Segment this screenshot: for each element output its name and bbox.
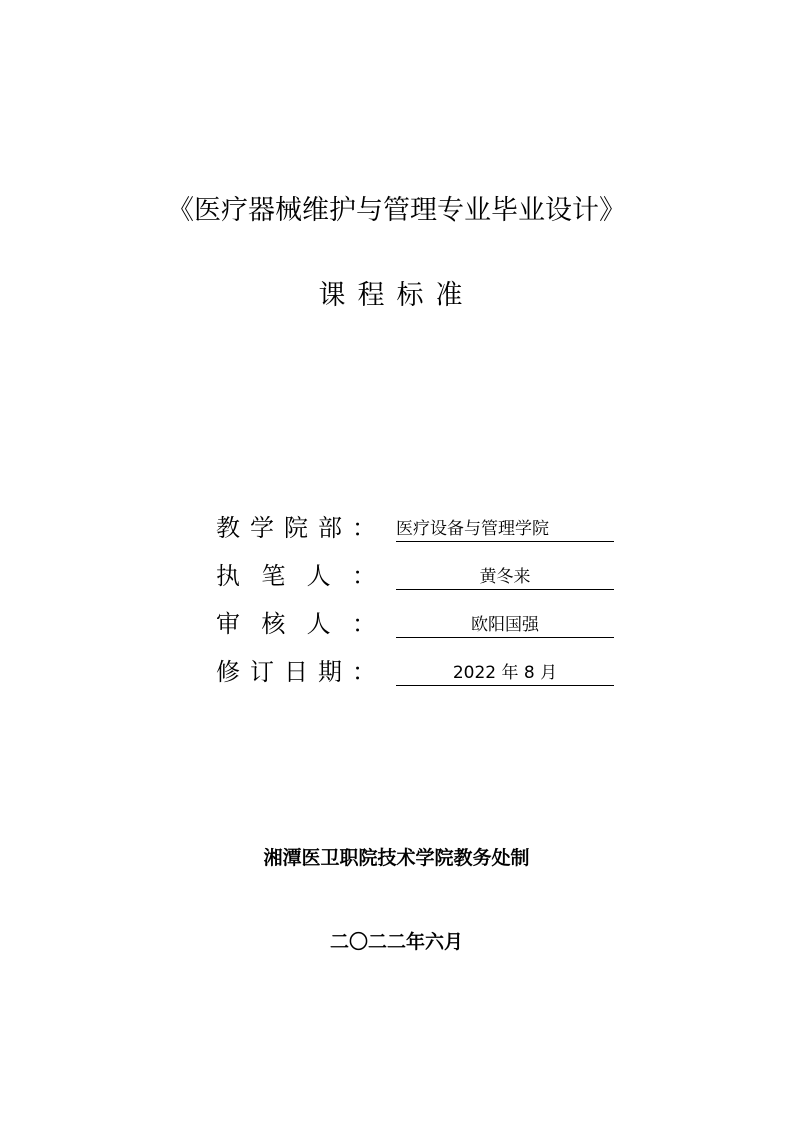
- label-char: 院: [284, 514, 308, 542]
- field-revision-date: [216, 652, 636, 700]
- label-char: 部: [318, 514, 342, 542]
- label-char: 修: [216, 658, 240, 686]
- field-value: 黄冬来: [396, 564, 614, 590]
- label-char: 订: [250, 658, 274, 686]
- label-char: 日: [284, 658, 308, 686]
- field-reviewer: [216, 604, 636, 652]
- label-char: ：: [352, 658, 376, 686]
- label-char: 审: [216, 610, 240, 638]
- label-char: ：: [351, 610, 376, 638]
- label-char: 学: [250, 514, 274, 542]
- label-char: 教: [216, 514, 240, 542]
- field-value: 欧阳国强: [396, 612, 614, 638]
- label-char: 执: [216, 562, 240, 590]
- label-char: ：: [351, 562, 376, 590]
- field-label: [216, 604, 376, 644]
- organization: 湘潭医卫职院技术学院教务处制: [263, 847, 530, 869]
- field-label: [216, 652, 376, 692]
- info-block: [216, 508, 636, 700]
- field-label: [216, 508, 376, 548]
- label-char: 人: [306, 610, 331, 638]
- label-char: 核: [261, 610, 286, 638]
- document-subtitle: 课程标准: [318, 280, 475, 311]
- document-title: 《医疗器械维护与管理专业毕业设计》: [167, 195, 626, 226]
- label-char: 人: [306, 562, 331, 590]
- field-department: [216, 508, 636, 556]
- label-char: 笔: [261, 562, 286, 590]
- issue-date: 二〇二二年六月: [329, 931, 463, 953]
- field-value: 医疗设备与管理学院: [396, 516, 614, 542]
- field-label: [216, 556, 376, 596]
- label-char: 期: [318, 658, 342, 686]
- field-value: 2022 年 8 月: [396, 660, 614, 686]
- field-author: [216, 556, 636, 604]
- label-char: ：: [352, 514, 376, 542]
